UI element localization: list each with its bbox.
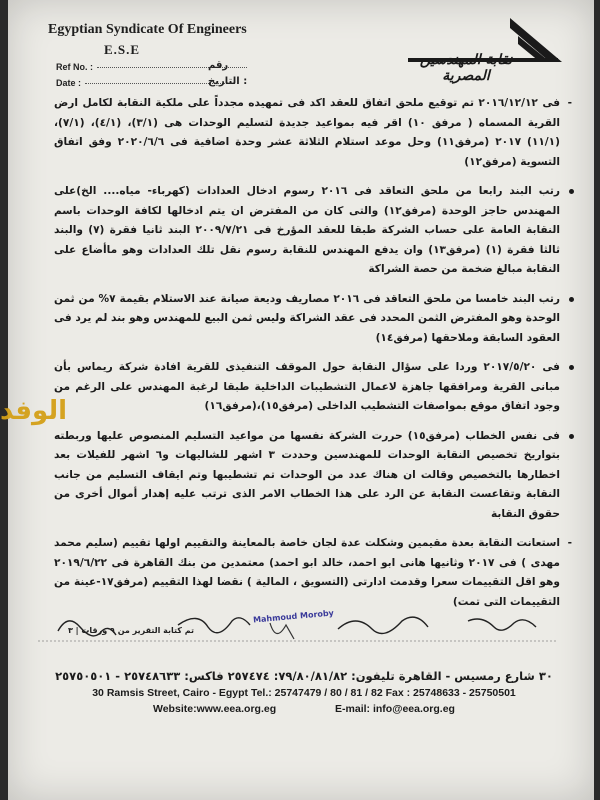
paragraph-1: - فى ٢٠١٦/١٢/١٢ تم توقيع ملحق اتفاق للعقد اكد فى تمهيده مجدداً على ملكية النقابة لكامل ارض القرية المسماه ( مرفق ١٠) اقر فيه بمواعيد جديدة لتسليم الوحدات هى (٣/١)، (٤/١)، (٧/١)، (١١/١) ٢٠١٧ (مرفق١١) وحل موعد استلام الثلاثة عشر وحدة اضافية فى ٢٠٢٠/٦/٦ وفق اتفاق التسوية (مرفق١٢) — [54, 94, 574, 172]
date-label-ar: التاريخ : — [208, 76, 248, 87]
org-abbreviation: E.S.E — [104, 42, 141, 57]
paragraph-2: رتب البند رابعا من ملحق التعاقد فى ٢٠١٦ رسوم ادخال العدادات (كهرباء- مياه.... الخ)على المهندس حاجز الوحدة (مرفق١٢) والتى كان من المفترض ان يتم ادخالها لكافة الوحدات باسم النقابة العامة على حساب الشركة طبقا للعقد المؤرخ فى ٢٠٠٩/٧/٢١ البند ثانيا فقرة (٧) والبند ثالثا فقرة (١) (مرفق١٣) وان يدفع المهندس للنقابة رسوم نقل تلك العدادات وهو ماأضاع على النقابة مبالغ ضخمة من حصة الشراكة — [54, 182, 574, 280]
footer-email: E-mail: info@eea.org.eg — [335, 703, 455, 715]
date-label: Date — [56, 78, 76, 88]
paragraph-4: فى ٢٠١٧/٥/٢٠ وردا على سؤال النقابة حول الموقف التنفيذى للقرية افادة شركة ريماس بأن مبانى القرية ومرافقها جاهزة لاعمال التشطيبات الداخلية طبقا لرغبة المهندس على الرغم من وجود اتفاق موقع بمواصفات التشطيب الداخلى (مرفق١٥)،(مرفق١٦) — [54, 358, 574, 417]
footer-address-ar: ٣٠ شارع رمسيس - القاهرة تليفون: ٧٩/٨٠/٨١/٨٢: ٢٥٧٤٧٤ فاكس: ٢٥٧٤٨٦٣٣ - ٢٥٧٥٠٥٠١ — [55, 669, 553, 683]
ref-label: Ref No. — [56, 62, 88, 72]
ref-row: Ref No. : — [56, 62, 251, 72]
footer-address-en: 30 Ramsis Street, Cairo - Egypt Tel.: 25747479 / 80 / 81 / 82 Fax : 25748633 - 25750501 — [92, 687, 516, 699]
handwritten-signature: Mahmoud Moroby — [252, 608, 335, 625]
ref-label-ar: رقم — [208, 60, 229, 71]
date-row: Date : — [56, 78, 239, 88]
letter-body — [54, 94, 574, 612]
document-page — [8, 0, 594, 800]
footer-website: Website:www.eea.org.eg — [153, 703, 277, 715]
org-name-en: Egyptian Syndicate Of Engineers — [48, 22, 247, 37]
page-note: تم كتابة التقرير من ٩ ورقات | ٣ — [68, 626, 194, 635]
logo-text: نقابة المهندسين المصرية — [419, 52, 513, 84]
brand-watermark-logo: الوفد — [0, 396, 68, 426]
letterhead-footer — [54, 667, 554, 715]
paragraph-3: رتب البند خامسا من ملحق التعاقد فى ٢٠١٦ مصاريف وديعة صيانة عند الاستلام بقيمة ٧% من ثمن الوحدة وهو المفترض الثمن المحدد فى عقد الشراكة وليس ثمن البيع للمهندس وهو بند لم يرد فى العقود السابقة وملاحقها (مرفق١٤) — [54, 290, 574, 349]
paragraph-5: فى نفس الخطاب (مرفق١٥) حررت الشركة نفسها من مواعيد التسليم المنصوص عليها وربطته بتواريخ تخصيص النقابة الوحدات للمهندسين وحددت ٣ اشهر للشاليهات و٦ اشهر للفيلات بعد اخطارها بالتخصيص وقالت ان هناك عدد من الوحدات تم تشطيبها وتم ايقاف التسليم من جانب النقابة وتقاعست النقابة عن الرد على هذا الخطاب الامر الذى ترتب عليه إهدار أموال أخرى من حقوق النقابة — [54, 427, 574, 525]
footer-contacts — [54, 703, 554, 715]
paragraph-6: - استعانت النقابة بعدة مقيمين وشكلت عدة لجان خاصة بالمعاينة والتقييم اولها تقييم (سليم محمد مهدى ) فى ٢٠١٧ وثانيها هانى ابو احمد، خالد ابو احمد) معتمدين من بنك القاهرة فى ٢٠١٩/٦/٢٢ وهو اقل التقييمات سعرا وقدمت ادارتى (التسويق ، المالية ) نقضا لهذا التقييم (مرفق١٧-عينة من التقييمات التى تمت) — [54, 534, 574, 612]
